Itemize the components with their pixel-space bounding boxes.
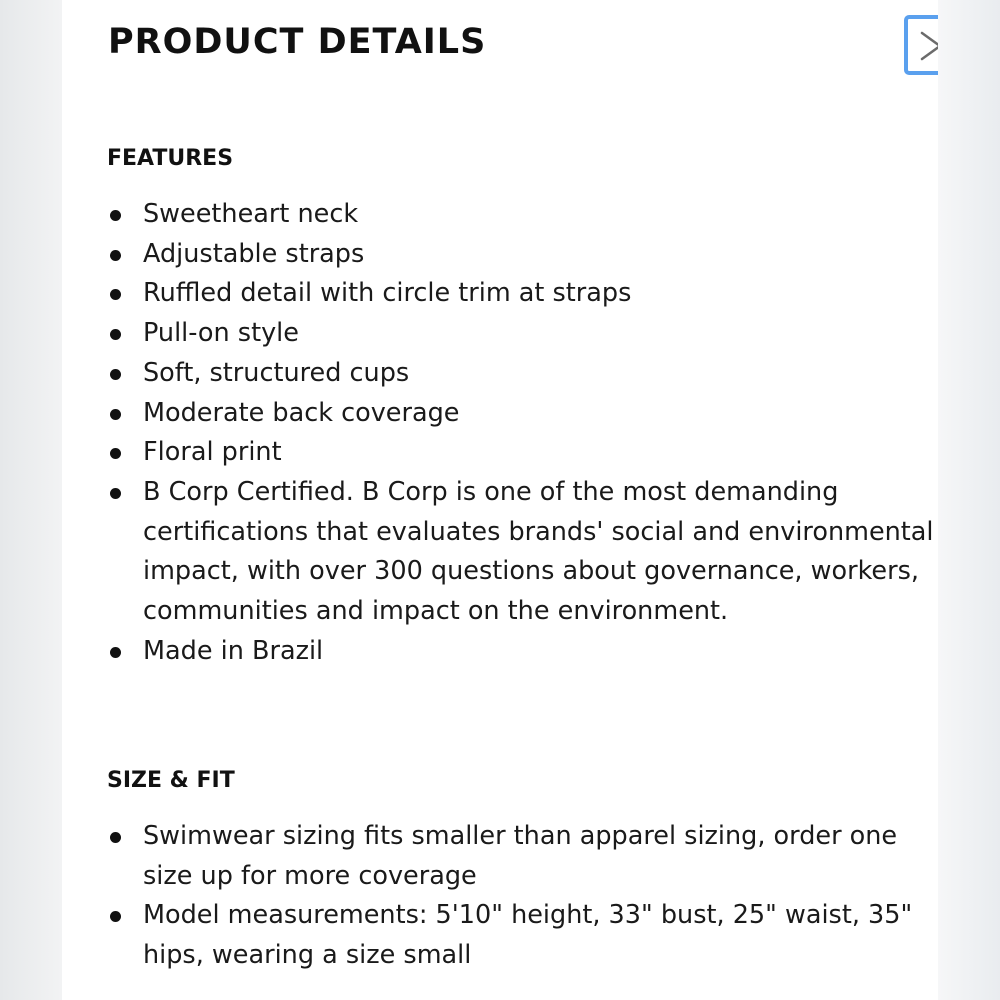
feature-item: Moderate back coverage: [107, 394, 937, 434]
feature-item: Soft, structured cups: [107, 354, 937, 394]
chevron-right-icon: [918, 31, 938, 61]
size-fit-list: [107, 817, 937, 976]
features-heading: FEATURES: [107, 146, 234, 171]
right-backdrop: [938, 0, 1000, 1000]
left-backdrop: [0, 0, 62, 1000]
features-list: [107, 195, 937, 671]
feature-item: Adjustable straps: [107, 235, 937, 275]
page-title: PRODUCT DETAILS: [108, 22, 487, 62]
feature-item: B Corp Certified. B Corp is one of the most demanding certifications that evaluates brands' social and environmental impact, with over 300 questions about governance, workers, communities and impact on the environment.: [107, 473, 937, 632]
feature-item: Sweetheart neck: [107, 195, 937, 235]
next-button[interactable]: [904, 15, 938, 75]
feature-item: Floral print: [107, 433, 937, 473]
feature-item: Ruffled detail with circle trim at straps: [107, 274, 937, 314]
size-fit-heading: SIZE & FIT: [107, 768, 235, 793]
size-fit-item: Swimwear sizing fits smaller than apparel sizing, order one size up for more coverage: [107, 817, 937, 896]
product-details-panel: [62, 0, 938, 1000]
size-fit-item: Model measurements: 5'10" height, 33" bust, 25" waist, 35" hips, wearing a size small: [107, 896, 937, 975]
feature-item: Pull-on style: [107, 314, 937, 354]
feature-item: Made in Brazil: [107, 632, 937, 672]
